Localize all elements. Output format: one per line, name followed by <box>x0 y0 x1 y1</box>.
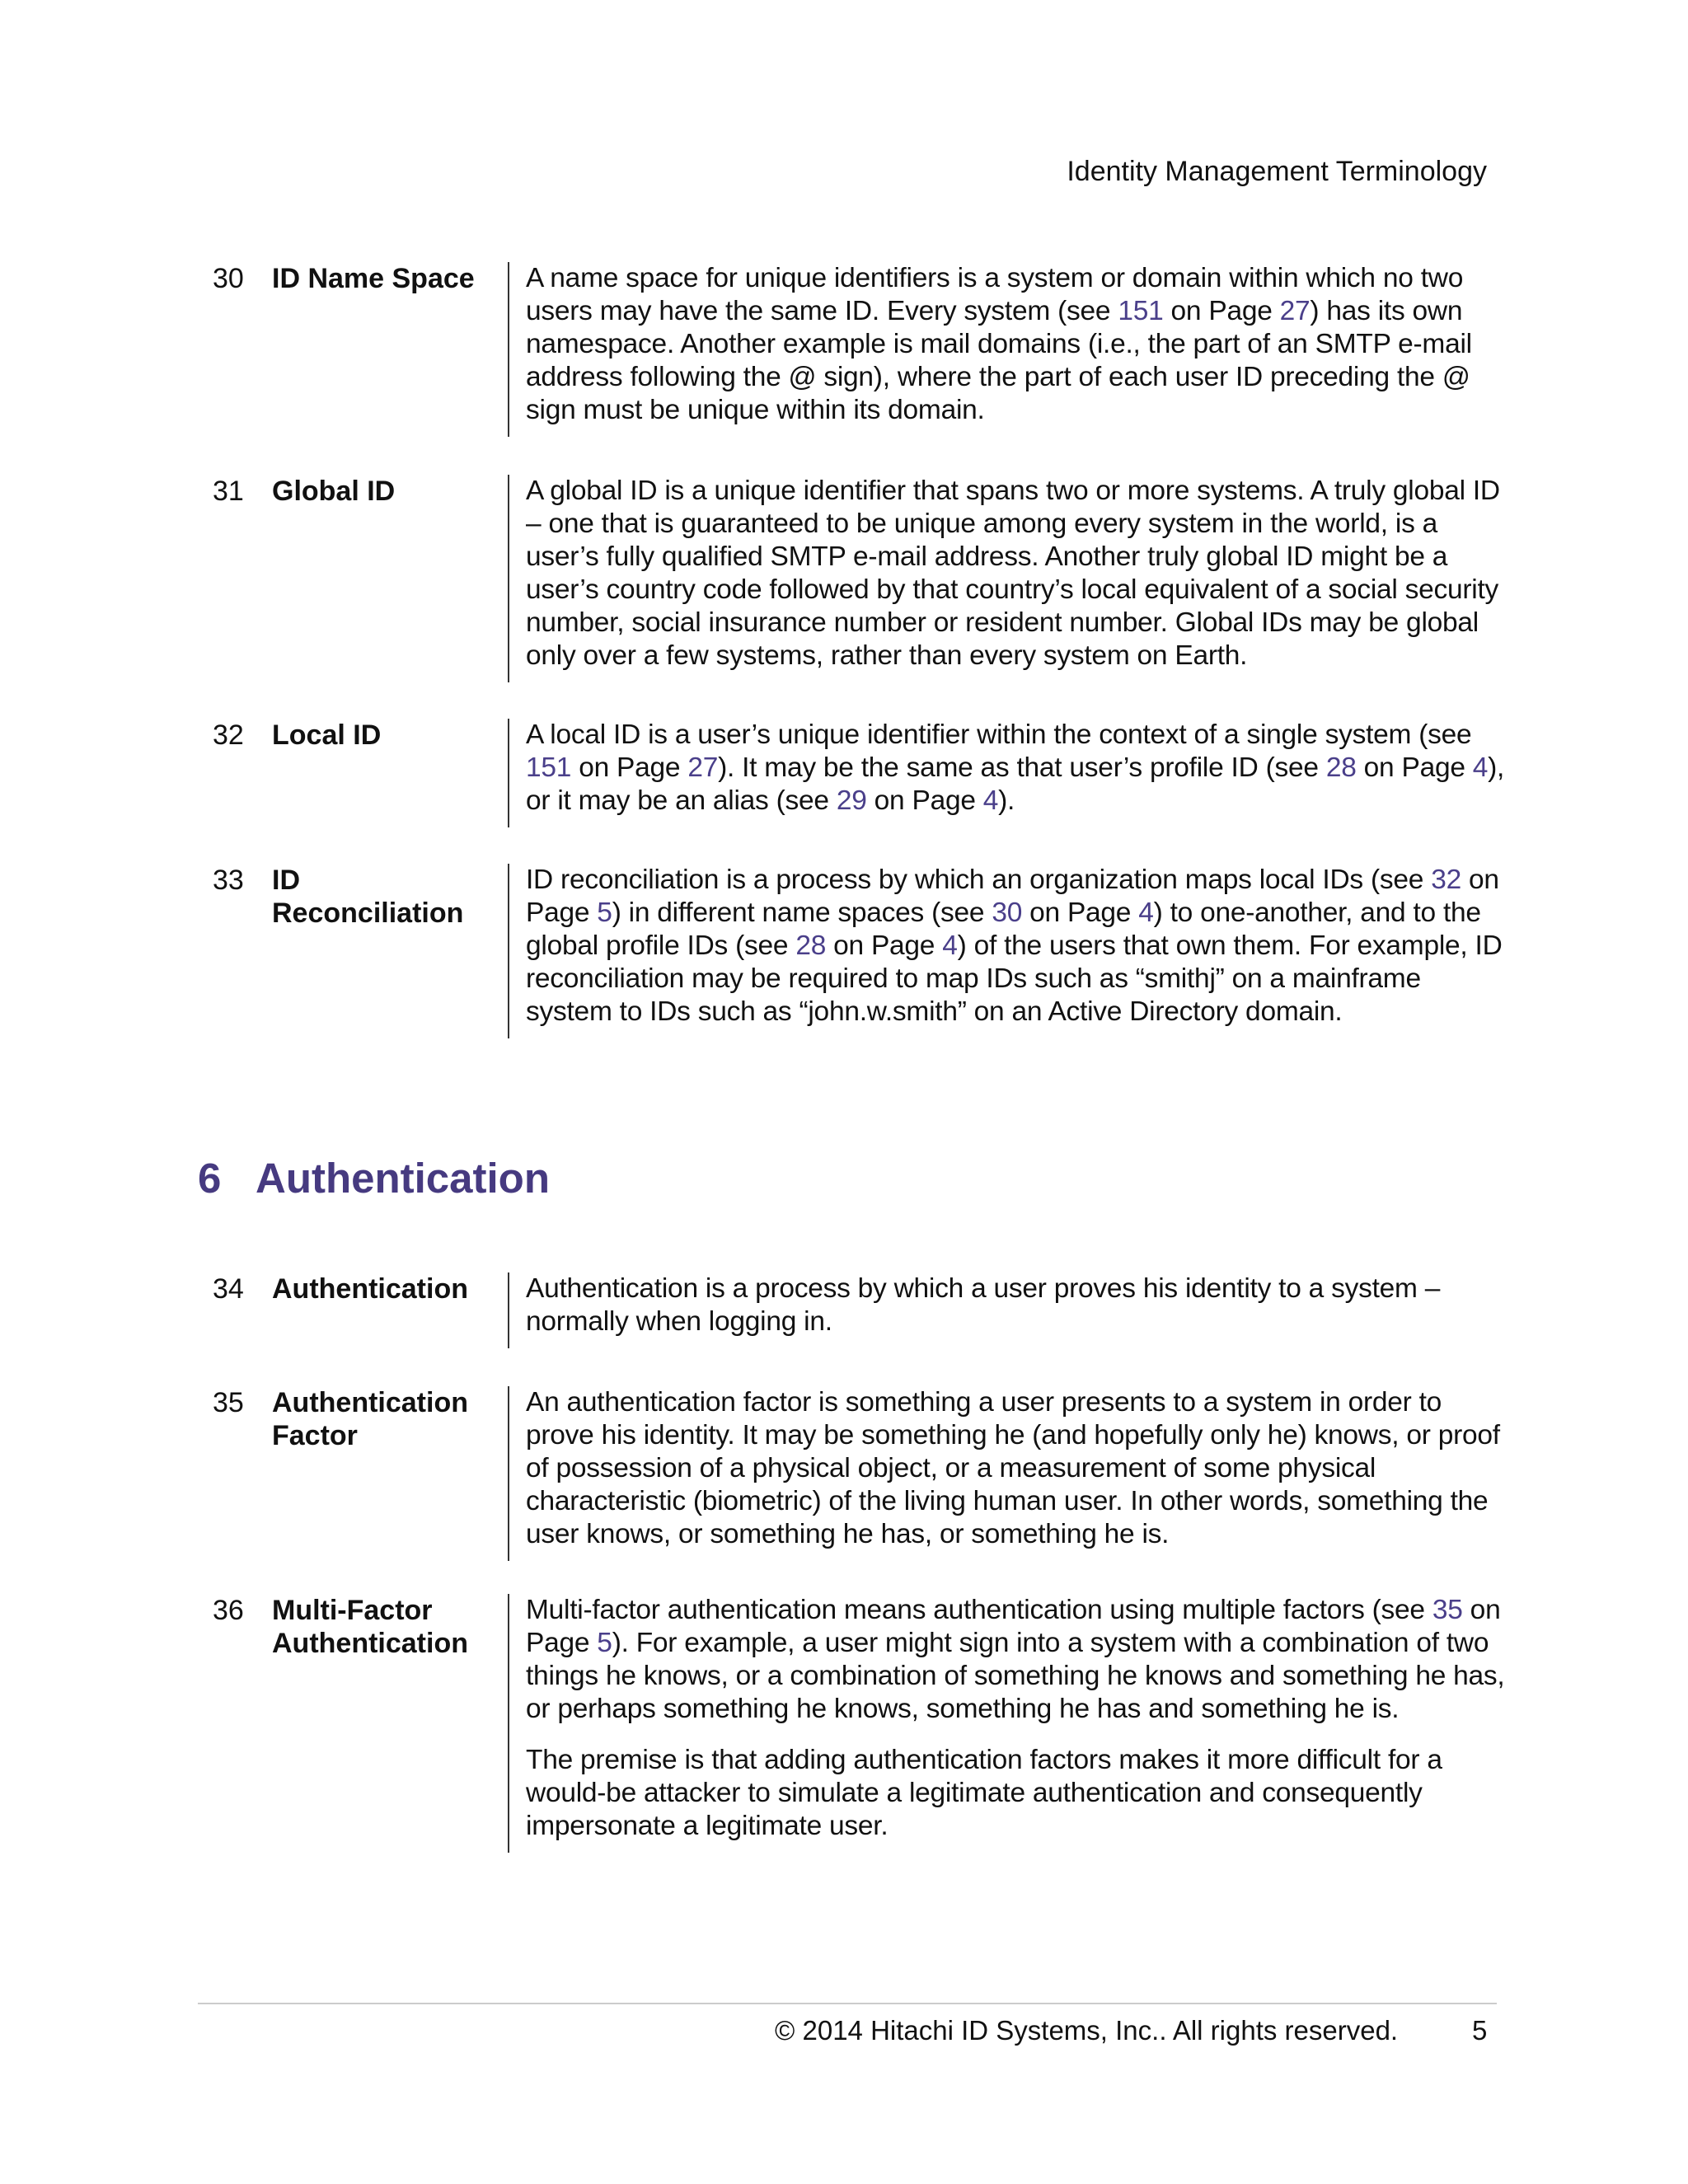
definition-paragraph: ID reconciliation is a process by which an organization maps local IDs (see 32 on Page 5) in different name spaces (see 30 on Page 4) to one-another, and to the global profile IDs (see 28 on Page 4) of the users that own them. For example, ID reconciliation may be required to map IDs such as “smithj” on a mainframe system to IDs such as “john.w.smith” on an Active Directory domain. <box>526 865 1503 1027</box>
cross-reference-link[interactable]: 28 <box>1325 752 1357 783</box>
section-title: Authentication <box>256 1155 550 1202</box>
entry-number: 34 <box>213 1273 244 1305</box>
entry-definition <box>508 262 1507 437</box>
entry-number: 31 <box>213 476 244 507</box>
cross-reference-link[interactable]: 4 <box>982 785 999 816</box>
entry-term: ID Reconciliation <box>272 865 464 929</box>
cross-reference-link[interactable]: 29 <box>836 785 867 816</box>
definition-paragraph: A local ID is a user’s unique identifier within the context of a single system (see 151 on Page 27). It may be the same as that user’s profile ID (see 28 on Page 4), or it may be an alias (see 29 on Page 4). <box>526 719 1505 816</box>
entry-number: 30 <box>213 263 244 294</box>
entry-term: Global ID <box>272 476 396 507</box>
cross-reference-link[interactable]: 4 <box>1472 752 1489 783</box>
section-number: 6 <box>198 1155 222 1202</box>
footer-copyright: © 2014 Hitachi ID Systems, Inc.. All rights reserved. <box>775 2015 1399 2046</box>
definition-paragraph: A global ID is a unique identifier that spans two or more systems. A truly global ID – one that is guaranteed to be unique among every system in the world, is a user’s fully qualified SMTP e-mail address. Another truly global ID might be a user’s country code followed by that country’s local equivalent of a social security number, social insurance number or resident number. Global IDs may be global only over a few systems, rather than every system on Earth. <box>526 476 1500 671</box>
cross-reference-link[interactable]: 5 <box>597 1628 612 1658</box>
entry-definition <box>508 475 1507 682</box>
entry-term: Authentication <box>272 1273 468 1305</box>
entry-term: Authentication Factor <box>272 1387 468 1451</box>
entry-term: ID Name Space <box>272 263 475 294</box>
cross-reference-link[interactable]: 32 <box>1431 865 1461 895</box>
cross-reference-link[interactable]: 4 <box>1138 898 1154 928</box>
definition-paragraph: Authentication is a process by which a user proves his identity to a system – normally when logging in. <box>526 1273 1441 1337</box>
entry-definition <box>508 719 1507 827</box>
definition-paragraph: Multi-factor authentication means authentication using multiple factors (see 35 on Page 5). For example, a user might sign into a system with a combination of two things he knows, or a combination of something he knows and something he has, or perhaps something he knows, something he has and something he is. <box>526 1595 1505 1724</box>
entry-term: Multi-Factor Authentication <box>272 1595 468 1659</box>
running-header: Identity Management Terminology <box>1067 156 1487 187</box>
cross-reference-link[interactable]: 4 <box>942 930 958 961</box>
entry-number: 35 <box>213 1387 244 1418</box>
cross-reference-link[interactable]: 28 <box>795 930 827 961</box>
cross-reference-link[interactable]: 151 <box>526 752 572 783</box>
section-heading <box>198 1154 550 1203</box>
footer-divider <box>198 2003 1497 2004</box>
page-number: 5 <box>1472 2015 1488 2046</box>
cross-reference-link[interactable]: 151 <box>1118 296 1164 326</box>
cross-reference-link[interactable]: 27 <box>1279 296 1311 326</box>
entry-number: 33 <box>213 865 244 896</box>
cross-reference-link[interactable]: 27 <box>687 752 719 783</box>
entry-number: 36 <box>213 1595 244 1626</box>
entry-definition <box>508 1594 1507 1853</box>
definition-paragraph: The premise is that adding authentication factors makes it more difficult for a would-be attacker to simulate a legitimate authentication and consequently impersonate a legitimate user. <box>526 1745 1442 1841</box>
cross-reference-link[interactable]: 5 <box>597 898 612 928</box>
entry-definition <box>508 1386 1507 1561</box>
entry-term: Local ID <box>272 719 382 751</box>
entry-definition <box>508 1272 1507 1348</box>
cross-reference-link[interactable]: 30 <box>992 898 1023 928</box>
entry-number: 32 <box>213 719 244 751</box>
definition-paragraph: An authentication factor is something a user presents to a system in order to prove his identity. It may be something he (and hopefully only he) knows, or proof of possession of a physical object, or a measurement of some physical characteristic (biometric) of the living human user. In other words, something the user knows, or something he has, or something he is. <box>526 1387 1500 1549</box>
definition-paragraph: A name space for unique identifiers is a system or domain within which no two users may have the same ID. Every system (see 151 on Page 27) has its own namespace. Another example is mail domains (i.e., the part of an SMTP e-mail address following the @ sign), where the part of each user ID preceding the @ sign must be unique within its domain. <box>526 263 1472 425</box>
entry-definition <box>508 864 1507 1038</box>
cross-reference-link[interactable]: 35 <box>1432 1595 1463 1625</box>
